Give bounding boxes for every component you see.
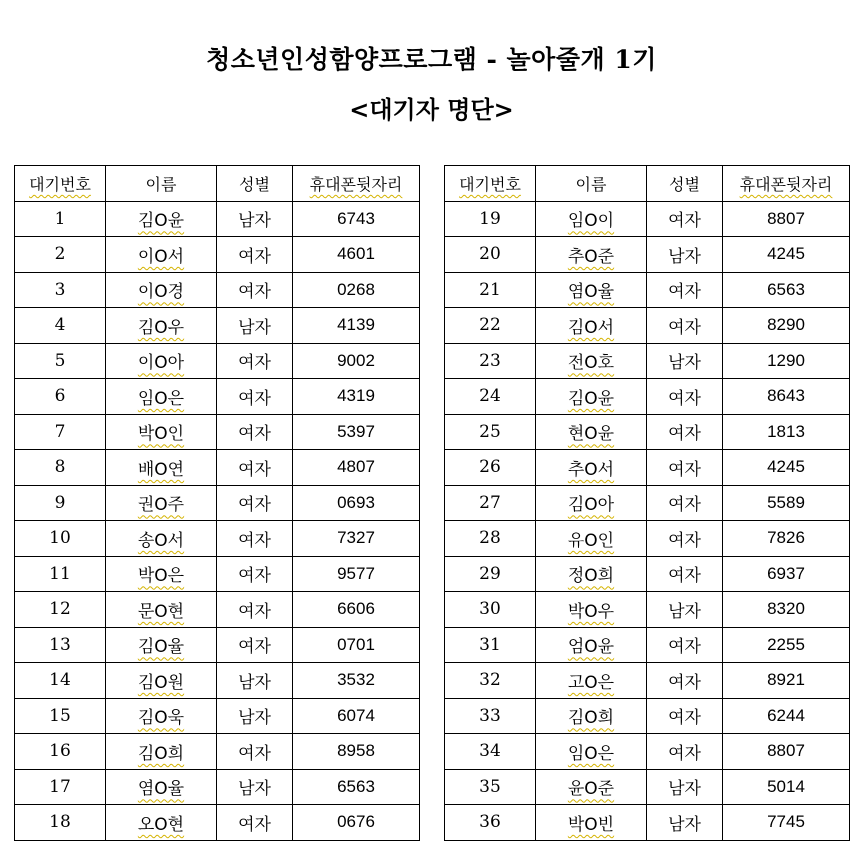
phone-last-digits-cell: 4807 <box>293 450 420 486</box>
table-row <box>15 450 420 486</box>
phone-last-digits-cell: 0268 <box>293 272 420 308</box>
wait-number-cell: 4 <box>15 308 106 344</box>
table-row <box>445 237 850 273</box>
wait-number-cell: 29 <box>445 556 536 592</box>
phone-last-digits-cell: 8921 <box>723 663 850 699</box>
phone-last-digits-cell: 4601 <box>293 237 420 273</box>
gender-cell: 여자 <box>217 556 293 592</box>
table-row <box>15 308 420 344</box>
phone-last-digits-cell: 8320 <box>723 592 850 628</box>
wait-number-cell: 34 <box>445 734 536 770</box>
gender-cell: 여자 <box>217 414 293 450</box>
gender-cell: 여자 <box>647 698 723 734</box>
name-cell: 염O율 <box>536 272 647 308</box>
table-row <box>445 485 850 521</box>
phone-last-digits-cell: 8290 <box>723 308 850 344</box>
phone-last-digits-cell: 1290 <box>723 343 850 379</box>
wait-number-cell: 17 <box>15 769 106 805</box>
phone-last-digits-cell: 6743 <box>293 201 420 237</box>
wait-number-cell: 1 <box>15 201 106 237</box>
gender-cell: 남자 <box>217 769 293 805</box>
gender-cell: 여자 <box>647 521 723 557</box>
name-cell: 문O현 <box>106 592 217 628</box>
phone-last-digits-cell: 6074 <box>293 698 420 734</box>
waitlist-table-right <box>444 165 850 841</box>
gender-cell: 여자 <box>647 663 723 699</box>
wait-number-cell: 27 <box>445 485 536 521</box>
table-row <box>445 521 850 557</box>
phone-last-digits-cell: 6563 <box>293 769 420 805</box>
table-row <box>15 521 420 557</box>
name-cell: 김O율 <box>106 627 217 663</box>
wait-number-cell: 30 <box>445 592 536 628</box>
wait-number-cell: 19 <box>445 201 536 237</box>
table-row <box>445 734 850 770</box>
phone-last-digits-cell: 1813 <box>723 414 850 450</box>
phone-last-digits-cell: 0676 <box>293 805 420 841</box>
table-row <box>15 414 420 450</box>
name-cell: 염O율 <box>106 769 217 805</box>
table-row <box>445 556 850 592</box>
gender-cell: 여자 <box>647 414 723 450</box>
phone-last-digits-cell: 5589 <box>723 485 850 521</box>
wait-number-cell: 23 <box>445 343 536 379</box>
gender-cell: 남자 <box>647 592 723 628</box>
table-row <box>445 379 850 415</box>
wait-number-cell: 18 <box>15 805 106 841</box>
gender-cell: 여자 <box>217 485 293 521</box>
name-cell: 김O원 <box>106 663 217 699</box>
header-name: 이름 <box>536 166 647 202</box>
wait-number-cell: 28 <box>445 521 536 557</box>
table-row <box>15 343 420 379</box>
phone-last-digits-cell: 4245 <box>723 237 850 273</box>
gender-cell: 여자 <box>647 734 723 770</box>
table-row <box>15 272 420 308</box>
name-cell: 임O이 <box>536 201 647 237</box>
name-cell: 김O아 <box>536 485 647 521</box>
document-title: 청소년인성함양프로그램 - 놀아줄개 1기 <box>206 45 657 74</box>
table-row <box>15 769 420 805</box>
gender-cell: 여자 <box>647 308 723 344</box>
wait-number-cell: 11 <box>15 556 106 592</box>
gender-cell: 여자 <box>647 201 723 237</box>
gender-cell: 남자 <box>647 769 723 805</box>
name-cell: 박O우 <box>536 592 647 628</box>
table-row <box>445 308 850 344</box>
phone-last-digits-cell: 6606 <box>293 592 420 628</box>
gender-cell: 여자 <box>217 805 293 841</box>
name-cell: 현O윤 <box>536 414 647 450</box>
gender-cell: 여자 <box>217 343 293 379</box>
phone-last-digits-cell: 6244 <box>723 698 850 734</box>
phone-last-digits-cell: 7745 <box>723 805 850 841</box>
wait-number-cell: 20 <box>445 237 536 273</box>
name-cell: 이O아 <box>106 343 217 379</box>
name-cell: 김O윤 <box>106 201 217 237</box>
phone-last-digits-cell: 7327 <box>293 521 420 557</box>
phone-last-digits-cell: 4245 <box>723 450 850 486</box>
document-subtitle: <대기자 명단> <box>349 95 514 124</box>
phone-last-digits-cell: 5397 <box>293 414 420 450</box>
wait-number-cell: 8 <box>15 450 106 486</box>
name-cell: 김O희 <box>106 734 217 770</box>
table-row <box>445 805 850 841</box>
name-cell: 추O준 <box>536 237 647 273</box>
gender-cell: 여자 <box>217 734 293 770</box>
header-wait-number: 대기번호 <box>445 166 536 202</box>
name-cell: 배O연 <box>106 450 217 486</box>
gender-cell: 남자 <box>647 343 723 379</box>
wait-number-cell: 13 <box>15 627 106 663</box>
phone-last-digits-cell: 2255 <box>723 627 850 663</box>
name-cell: 전O호 <box>536 343 647 379</box>
wait-number-cell: 9 <box>15 485 106 521</box>
table-row <box>445 769 850 805</box>
wait-number-cell: 26 <box>445 450 536 486</box>
table-row <box>445 201 850 237</box>
name-cell: 임O은 <box>536 734 647 770</box>
phone-last-digits-cell: 8807 <box>723 201 850 237</box>
table-row <box>445 450 850 486</box>
name-cell: 엄O윤 <box>536 627 647 663</box>
table-row <box>445 414 850 450</box>
table-row <box>15 627 420 663</box>
table-row <box>15 698 420 734</box>
gender-cell: 여자 <box>647 379 723 415</box>
table-row <box>15 485 420 521</box>
phone-last-digits-cell: 6937 <box>723 556 850 592</box>
table-row <box>445 698 850 734</box>
name-cell: 김O희 <box>536 698 647 734</box>
header-gender: 성별 <box>217 166 293 202</box>
table-row <box>445 663 850 699</box>
wait-number-cell: 5 <box>15 343 106 379</box>
wait-number-cell: 33 <box>445 698 536 734</box>
table-row <box>15 237 420 273</box>
gender-cell: 여자 <box>217 627 293 663</box>
table-row <box>445 272 850 308</box>
name-cell: 이O경 <box>106 272 217 308</box>
wait-number-cell: 32 <box>445 663 536 699</box>
phone-last-digits-cell: 8807 <box>723 734 850 770</box>
wait-number-cell: 16 <box>15 734 106 770</box>
name-cell: 김O우 <box>106 308 217 344</box>
wait-number-cell: 24 <box>445 379 536 415</box>
name-cell: 이O서 <box>106 237 217 273</box>
gender-cell: 남자 <box>647 805 723 841</box>
table-row <box>445 592 850 628</box>
wait-number-cell: 2 <box>15 237 106 273</box>
table-row <box>445 627 850 663</box>
name-cell: 박O인 <box>106 414 217 450</box>
phone-last-digits-cell: 9002 <box>293 343 420 379</box>
name-cell: 고O은 <box>536 663 647 699</box>
gender-cell: 여자 <box>217 272 293 308</box>
gender-cell: 여자 <box>217 237 293 273</box>
table-row <box>15 805 420 841</box>
gender-cell: 여자 <box>647 556 723 592</box>
table-row <box>15 592 420 628</box>
phone-last-digits-cell: 9577 <box>293 556 420 592</box>
gender-cell: 여자 <box>647 627 723 663</box>
wait-number-cell: 7 <box>15 414 106 450</box>
gender-cell: 여자 <box>217 521 293 557</box>
table-row <box>15 734 420 770</box>
table-row <box>15 663 420 699</box>
name-cell: 박O은 <box>106 556 217 592</box>
header-wait-number: 대기번호 <box>15 166 106 202</box>
name-cell: 임O은 <box>106 379 217 415</box>
wait-number-cell: 35 <box>445 769 536 805</box>
phone-last-digits-cell: 0701 <box>293 627 420 663</box>
wait-number-cell: 15 <box>15 698 106 734</box>
header-name: 이름 <box>106 166 217 202</box>
wait-number-cell: 36 <box>445 805 536 841</box>
name-cell: 김O윤 <box>536 379 647 415</box>
phone-last-digits-cell: 4319 <box>293 379 420 415</box>
name-cell: 박O빈 <box>536 805 647 841</box>
phone-last-digits-cell: 3532 <box>293 663 420 699</box>
phone-last-digits-cell: 6563 <box>723 272 850 308</box>
gender-cell: 남자 <box>217 698 293 734</box>
wait-number-cell: 14 <box>15 663 106 699</box>
wait-number-cell: 3 <box>15 272 106 308</box>
wait-number-cell: 22 <box>445 308 536 344</box>
table-header-row <box>15 166 420 202</box>
gender-cell: 남자 <box>217 663 293 699</box>
phone-last-digits-cell: 4139 <box>293 308 420 344</box>
table-row <box>15 201 420 237</box>
name-cell: 추O서 <box>536 450 647 486</box>
header-phone-last-digits: 휴대폰뒷자리 <box>293 166 420 202</box>
wait-number-cell: 31 <box>445 627 536 663</box>
wait-number-cell: 10 <box>15 521 106 557</box>
header-phone-last-digits: 휴대폰뒷자리 <box>723 166 850 202</box>
table-row <box>15 379 420 415</box>
name-cell: 김O서 <box>536 308 647 344</box>
gender-cell: 여자 <box>647 450 723 486</box>
gender-cell: 여자 <box>647 272 723 308</box>
table-row <box>15 556 420 592</box>
name-cell: 김O욱 <box>106 698 217 734</box>
name-cell: 유O인 <box>536 521 647 557</box>
name-cell: 권O주 <box>106 485 217 521</box>
wait-number-cell: 12 <box>15 592 106 628</box>
gender-cell: 여자 <box>217 450 293 486</box>
table-header-row <box>445 166 850 202</box>
phone-last-digits-cell: 0693 <box>293 485 420 521</box>
gender-cell: 남자 <box>647 237 723 273</box>
gender-cell: 여자 <box>217 379 293 415</box>
wait-number-cell: 6 <box>15 379 106 415</box>
wait-number-cell: 25 <box>445 414 536 450</box>
gender-cell: 남자 <box>217 201 293 237</box>
phone-last-digits-cell: 5014 <box>723 769 850 805</box>
table-row <box>445 343 850 379</box>
phone-last-digits-cell: 7826 <box>723 521 850 557</box>
phone-last-digits-cell: 8958 <box>293 734 420 770</box>
gender-cell: 여자 <box>217 592 293 628</box>
gender-cell: 여자 <box>647 485 723 521</box>
name-cell: 오O현 <box>106 805 217 841</box>
wait-number-cell: 21 <box>445 272 536 308</box>
name-cell: 윤O준 <box>536 769 647 805</box>
name-cell: 정O희 <box>536 556 647 592</box>
header-gender: 성별 <box>647 166 723 202</box>
name-cell: 송O서 <box>106 521 217 557</box>
waitlist-table-left <box>14 165 420 841</box>
gender-cell: 남자 <box>217 308 293 344</box>
phone-last-digits-cell: 8643 <box>723 379 850 415</box>
